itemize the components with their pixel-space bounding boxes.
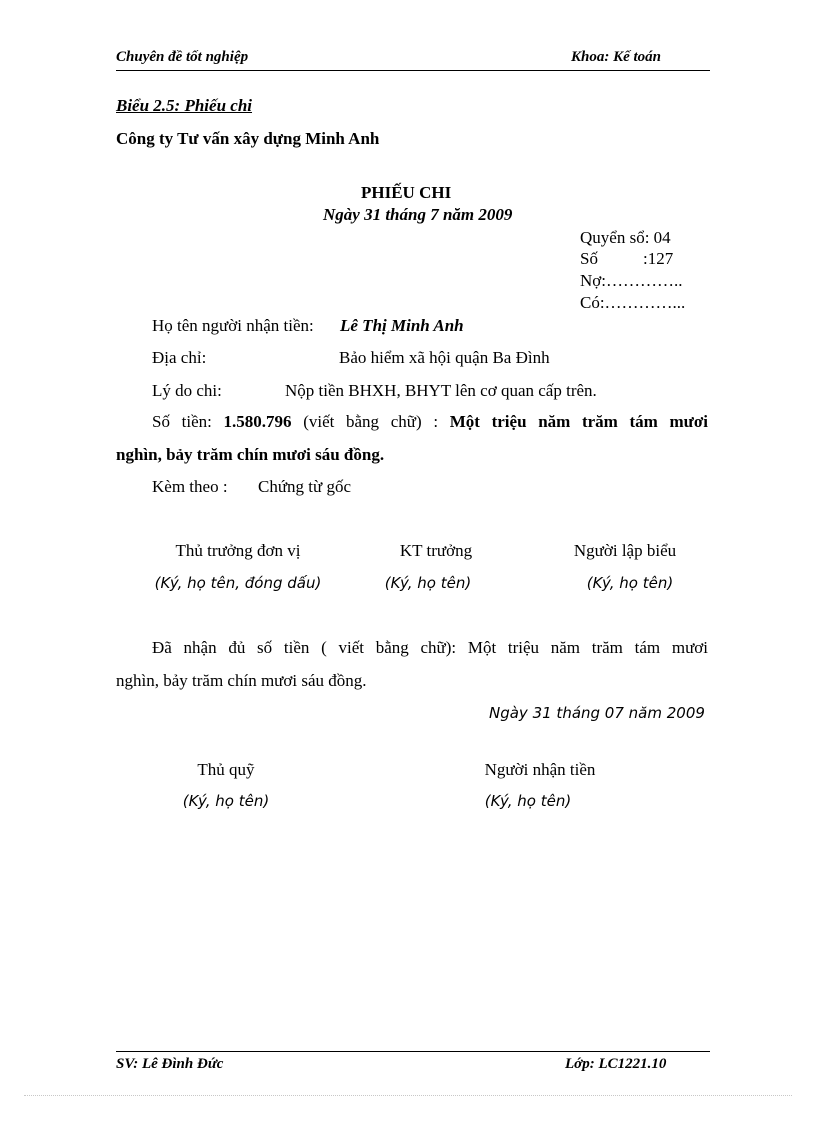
reason-label: Lý do chi: xyxy=(152,381,222,400)
amount-value: 1.580.796 xyxy=(223,412,292,431)
sig-preparer-note: (Ký, họ tên) xyxy=(586,574,674,592)
amount-words-line1: Một triệu năm trăm tám mươi xyxy=(449,412,709,431)
recipient-label: Họ tên người nhận tiền: xyxy=(152,316,314,335)
received-date: Ngày 31 tháng 07 năm 2009 xyxy=(489,704,705,722)
reason-value: Nộp tiền BHXH, BHYT lên cơ quan cấp trên. xyxy=(285,381,597,400)
footer-right: Lớp: LC1221.10 xyxy=(565,1056,667,1072)
sig-recipient-note: (Ký, họ tên) xyxy=(484,792,572,810)
sig-chief-accountant-title: KT trưởng xyxy=(399,541,473,560)
page-bottom-border xyxy=(24,1095,792,1096)
header-rule xyxy=(116,70,710,71)
sig-director-title: Thủ trưởng đơn vị xyxy=(175,541,301,560)
sig-director-note: (Ký, họ tên, đóng dấu) xyxy=(154,574,322,592)
attach-value: Chứng từ gốc xyxy=(258,477,352,496)
attach-label: Kèm theo : xyxy=(152,477,228,496)
sig-chief-accountant-note: (Ký, họ tên) xyxy=(384,574,472,592)
amount-label: Số tiền: xyxy=(152,412,212,431)
form-label: Biểu 2.5: Phiếu chi xyxy=(116,96,253,115)
amount-words-label: (viết bằng chữ) : xyxy=(303,412,439,431)
book-so-label: Số xyxy=(580,249,598,268)
footer-left: SV: Lê Đình Đức xyxy=(116,1056,224,1072)
footer-rule xyxy=(116,1051,710,1052)
address-value: Bảo hiểm xã hội quận Ba Đình xyxy=(339,348,550,367)
amount-words-line2: nghìn, bảy trăm chín mươi sáu đồng. xyxy=(116,445,385,464)
address-label: Địa chỉ: xyxy=(152,348,207,367)
book-no: Nợ:………….. xyxy=(580,271,683,290)
amount-line xyxy=(152,412,708,432)
received-line1: Đã nhận đủ số tiền ( viết bằng chữ): Một triệu năm trăm tám mươi xyxy=(152,638,708,657)
header-left: Chuyên đề tốt nghiệp xyxy=(116,49,249,65)
sig-cashier-title: Thủ quỹ xyxy=(197,760,255,779)
sig-cashier-note: (Ký, họ tên) xyxy=(182,792,270,810)
book-quyen-so: Quyển sổ: 04 xyxy=(580,228,671,247)
book-so-value: :127 xyxy=(643,249,674,268)
header-right: Khoa: Kế toán xyxy=(571,49,662,65)
date-line: Ngày 31 tháng 7 năm 2009 xyxy=(323,205,513,224)
sig-preparer-title: Người lập biểu xyxy=(573,541,677,560)
received-line2: nghìn, bảy trăm chín mươi sáu đồng. xyxy=(116,671,367,690)
page-title: PHIẾU CHI xyxy=(361,183,452,202)
book-co: Có:…………... xyxy=(580,293,686,312)
sig-recipient-title: Người nhận tiền xyxy=(484,760,596,779)
company-name: Công ty Tư vấn xây dựng Minh Anh xyxy=(116,129,380,148)
recipient-value: Lê Thị Minh Anh xyxy=(340,316,464,335)
